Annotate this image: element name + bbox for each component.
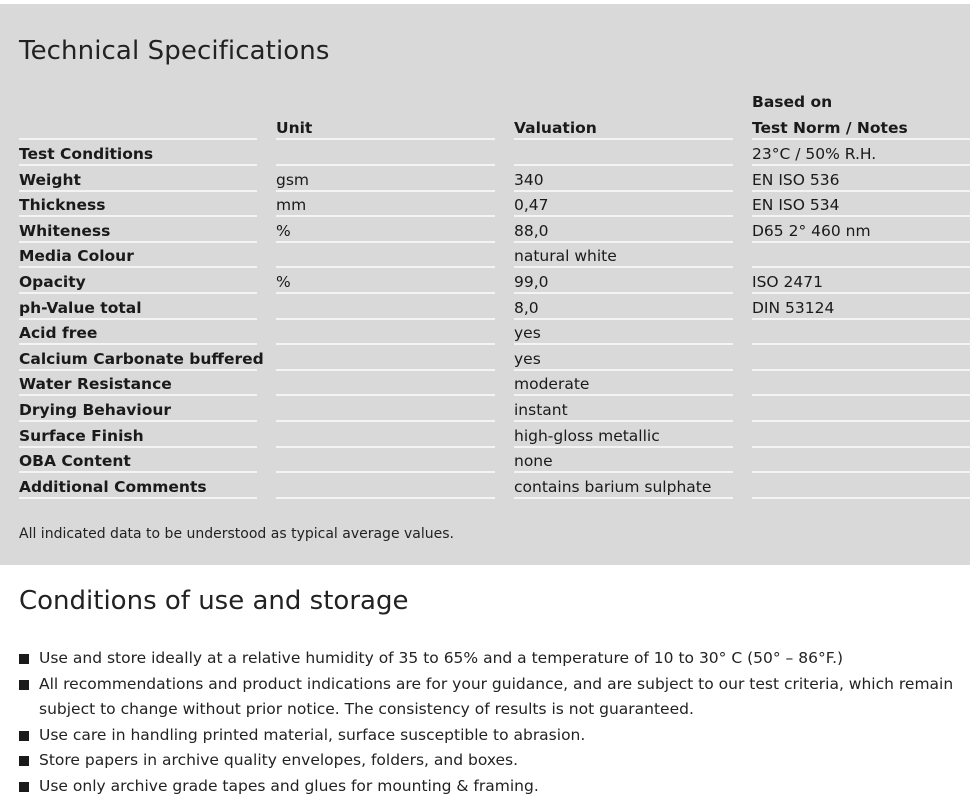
row-label: ph-Value total — [19, 296, 257, 320]
square-bullet-icon — [19, 756, 29, 766]
condition-item — [19, 748, 964, 774]
row-value: 88,0 — [514, 219, 733, 243]
row-norm — [752, 372, 971, 396]
row-unit — [276, 296, 495, 320]
footnote: All indicated data to be understood as typical average values. — [19, 526, 454, 542]
row-norm — [752, 347, 971, 371]
technical-specifications-panel — [0, 4, 970, 565]
row-value: 0,47 — [514, 193, 733, 217]
row-unit — [276, 475, 495, 499]
row-norm — [752, 398, 971, 422]
row-value: yes — [514, 347, 733, 371]
row-norm: EN ISO 534 — [752, 193, 971, 217]
row-label: Water Resistance — [19, 372, 257, 396]
row-norm — [752, 321, 971, 345]
row-value: moderate — [514, 372, 733, 396]
row-unit — [276, 424, 495, 448]
row-value: natural white — [514, 244, 733, 268]
row-label: Thickness — [19, 193, 257, 217]
condition-item — [19, 774, 964, 800]
row-norm — [752, 449, 971, 473]
conditions-title: Conditions of use and storage — [19, 586, 409, 616]
row-unit: mm — [276, 193, 495, 217]
header-norm-line1: Based on — [752, 93, 833, 111]
row-unit — [276, 244, 495, 268]
spec-title: Technical Specifications — [19, 36, 330, 66]
row-norm: D65 2° 460 nm — [752, 219, 971, 243]
row-unit: gsm — [276, 168, 495, 192]
row-label: Weight — [19, 168, 257, 192]
row-unit — [276, 321, 495, 345]
row-unit: % — [276, 219, 495, 243]
row-unit — [276, 142, 495, 166]
condition-item — [19, 646, 964, 672]
square-bullet-icon — [19, 680, 29, 690]
row-unit — [276, 398, 495, 422]
row-label: OBA Content — [19, 449, 257, 473]
condition-text: Use care in handling printed material, surface susceptible to abrasion. — [39, 725, 586, 744]
condition-text: Store papers in archive quality envelopes, folders, and boxes. — [39, 751, 519, 770]
header-property — [19, 116, 257, 140]
row-label: Drying Behaviour — [19, 398, 257, 422]
condition-item — [19, 672, 964, 723]
row-norm: DIN 53124 — [752, 296, 971, 320]
square-bullet-icon — [19, 654, 29, 664]
square-bullet-icon — [19, 782, 29, 792]
row-value — [514, 142, 733, 166]
row-norm: 23°C / 50% R.H. — [752, 142, 971, 166]
row-value: high-gloss metallic — [514, 424, 733, 448]
header-norm: Test Norm / Notes — [752, 116, 971, 140]
row-norm: ISO 2471 — [752, 270, 971, 294]
row-label: Acid free — [19, 321, 257, 345]
row-value: instant — [514, 398, 733, 422]
row-unit — [276, 347, 495, 371]
square-bullet-icon — [19, 731, 29, 741]
row-label: Test Conditions — [19, 142, 257, 166]
row-label: Whiteness — [19, 219, 257, 243]
condition-text: Use only archive grade tapes and glues for mounting & framing. — [39, 776, 539, 795]
row-value: 99,0 — [514, 270, 733, 294]
conditions-list — [19, 646, 964, 800]
row-value: yes — [514, 321, 733, 345]
header-valuation: Valuation — [514, 116, 733, 140]
condition-item — [19, 723, 964, 749]
row-unit — [276, 449, 495, 473]
row-norm — [752, 244, 971, 268]
header-unit: Unit — [276, 116, 495, 140]
row-label: Media Colour — [19, 244, 257, 268]
row-unit: % — [276, 270, 495, 294]
row-label: Surface Finish — [19, 424, 257, 448]
row-unit — [276, 372, 495, 396]
row-norm — [752, 424, 971, 448]
row-value: contains barium sulphate — [514, 475, 733, 499]
condition-text: All recommendations and product indications are for your guidance, and are subject to our test criteria, which remain subject to change without prior notice. The consistency of results is not guaranteed. — [39, 674, 954, 719]
row-value: 340 — [514, 168, 733, 192]
condition-text: Use and store ideally at a relative humidity of 35 to 65% and a temperature of 10 to 30° C (50° – 86°F.) — [39, 649, 844, 667]
row-label: Opacity — [19, 270, 257, 294]
row-value: 8,0 — [514, 296, 733, 320]
row-norm — [752, 475, 971, 499]
row-label: Calcium Carbonate buffered — [19, 347, 257, 371]
row-value: none — [514, 449, 733, 473]
row-label: Additional Comments — [19, 475, 257, 499]
row-norm: EN ISO 536 — [752, 168, 971, 192]
